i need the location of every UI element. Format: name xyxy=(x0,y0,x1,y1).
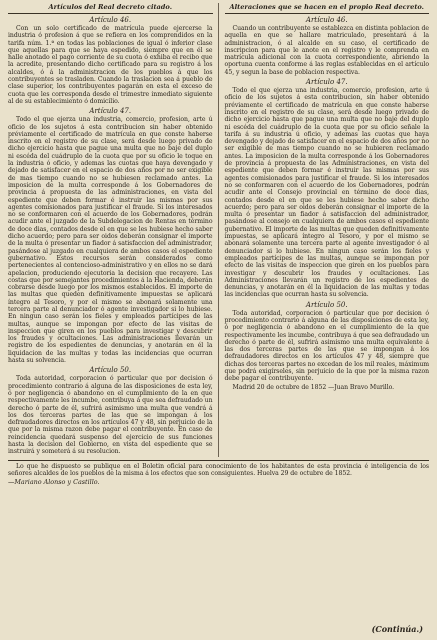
article-heading: Artículo 46. xyxy=(89,16,132,24)
article-heading: Artículo 47. xyxy=(305,78,348,87)
article-text: Todo el que ejerza una industria, comercio, profesion, arte ú oficio de los sujetos á esta contribucion sin haber obtenido préviamente el certificado de matrícula en que conste haberse inscrito en el registro de su clase, será desde luego privado de dicho ejercicio hasta que pague una multa que no baje del duplo ni escéda del cuádruplo de la cuota que por su oficio le toque en la industria ó oficio, y ademas las cuotas que haya devengado y dejado de satisfacer en el espacio de dos años por no ser exigible de mas tiempo cuando no se hubiesen reclamado antes. La imposicion de la multa corresponde á los Gobernadores de provincia á propuesta de las administraciones, en vista del espediente que deben formar é instruir las mismas por sus agentes comisionados para justificar el fraude. Si los interesados no se conformaren con el acuerdo de los Gobernadores, podrán acudir ante el juzgado de la Subdelegacion de Rentas en término de doce dias, contados desde el en que se les hubiese hecho saber dicho acuerdo; pero para ser oidos deberán consignar el importe de la multa ó presentar un fiador á satisfaccion del administrador, pasándose al juzgado en cualquiera de ambos casos el espediente gubernativo. Estos recursos serán considerados como pertenecientes al contencioso-administrativo y en ellos no se dará apelacion, produciendo ejecutoria la decision que recayere. Las costas que por semejantes procedimientos á la Hacienda, deberán cobrarse desde luego por los mismos establecidos. El importe de las multas que queden definitivamente impuestas se aplicará íntegro al Tesoro, y por el mismo se abonará solamente una tercera parte al denunciador ó agente investigador si lo hubiese. En ningun caso serán los fieles y empleados partícipes de las multas, aunque se impongan por efecto de las visitas de inspeccion que giren en los pueblos para investigar y descubrir los fraudes y ocultaciones. Las administraciones llevarán un registro de los espedientes de denuncias, y anotarán en él la liquidacion de las multas y todas las incidencias que ocurran hasta su solvencia. xyxy=(8,116,213,365)
footer-text: Lo que he dispuesto se publique en el Boletin oficial para conocimiento de los habitantes de esta provincia é inteligencia de los señores alcaldes de los pueblos de la misma á los efectos que son consiguientes. Huelva 29 de octubre de 1852. xyxy=(8,462,429,477)
article-heading: Artículo 47. xyxy=(89,107,132,116)
left-column xyxy=(8,3,219,457)
date-line: Madrid 20 de octubre de 1852 —Juan Bravo Murillo. xyxy=(232,383,395,391)
article-text: Con un solo certificado de matrícula puede ejercerse la industria ó profesion á que se refiera en los comprendidos en la tarifa núm. 1.ª en todas las poblaciones de igual ó inferior clase que aquellas para que se haya espedido, siempre que en él se halle anotado el pago corriente de su cuota ó exhiba el recibo que la acredite, presentando dicho certificado para su registro á los alcaldes, ó á la administracion de los pueblos á que los contribuyentes se trasladen. Cuando la traslacion sea á pueblo de clase superior, los contribuyentes pagarán en esta el exceso de cuota que les corresponda desde el trimestre inmediato siguiente al de su establecimiento ó domicilio. xyxy=(8,25,213,105)
article-text: Toda autoridad, corporacion ó particular que por decision ó procedimiento contrario á alguna de las disposiciones de esta ley, ó por negligencia ó abandono en el cumplimiento de la en que respectivamente les incumbe, contribuya á que sea defraudado un derecho ó parte de él, sufrirá asimismo una multa que vendrá á los dos terceras partes de las que se impongan á los defraudadores directos en los artículos 47 y 48, sin perjuicio de la que por la misma razon debe pagar el contribuyente. En caso de reincidencia quedará suspenso del ejercicio de sus funciones hasta la decision del Gobierno, en vista del espediente que se instruirá y someterá á su resolucion. xyxy=(8,375,213,456)
article-text: Todo el que ejerza una industria, comercio, profesion, arte ú oficio de los sujetos á esta contribucion, sin haber obtenido préviamente el certificado de matrícula en que conste haberse inscrito en el registro de su clase, será desde luego privado de dicho ejercicio hasta que pague una multa que no baje del duplo ni escéda del cuádruplo de la cuota que por su oficio señale la tarifa á su industria ú oficio, y ademas las cuotas que haya devengado y dejado de satisfacer en el espacio de dos años por no ser exigible de mas tiempo cuando no se hubieren reclamado antes. La imposicion de la multa corresponde á los Gobernadores de provincia á propuesta de las Administraciones, en vista del espediente que deben formar é instruir las mismas por sus agentes comisionados para justificar el fraude. Si los interesados no se conformaren con el acuerdo de los Gobernadores, podrán acudir ante el Consejo provincial en término de doce dias, contados desde el en que se les hubiese hecho saber dicho acuerdo; pero para ser oidos deberán consignar el importe de la multa ó presentar un fiador á satisfaccion del administrador, pasándose al consejo en cualquiera de ambos casos el espediente gubernativo. El importe de las multas que queden definitivamente impuestas, se aplicará íntegro al Tesoro, y por el mismo se abonará solamente una tercera parte al agente investigador ó al denunciador si lo hubiese. En ningun caso serán los fieles y empleados partícipes de las multas, aunque se impongan por efecto de las visitas de inspeccion que giren en los pueblos para investigar y descubrir los fraudes y ocultaciones. Las Administraciones llevarán un registro de los espedientes de denuncias, y anotarán en él la liquidacion de las multas y todas las incidencias que ocurran hasta su solvencia. xyxy=(224,87,429,299)
article-text: Toda autoridad, corporacion ó particular que por decision ó procedimiento contrario á alguna de las disposiciones de esta ley, ó por negligencia ó abandono en el cumplimiento de la que respectivamente les incumbe, contribuya á que sea defraudado un derecho ó parte de él, sufrirá asimismo una multa equivalente á las dos terceras partes de las que se impongan á los defraudadores directos en los artículos 47 y 48, siempre que dichas dos terceras partes no excedan de los mil reales, máximum que podrá exigírseles, sin perjuicio de la que por la misma razon debe pagar el contribuyente. xyxy=(224,309,429,383)
signature: —Mariano Alonso y Castillo. xyxy=(8,478,100,487)
article-heading: Artículo 50. xyxy=(305,300,348,309)
article-heading: Artículo 46. xyxy=(305,16,348,24)
right-column-header: Alteraciones que se hacen en el propio Real decreto. xyxy=(225,3,430,14)
right-column xyxy=(225,3,430,457)
article-heading: Artículo 50. xyxy=(89,366,132,375)
left-column-header: Artículos del Real decreto citado. xyxy=(8,3,213,14)
article-text: Cuando un contribuyente se establezca en distinta poblacion de aquella en que se hallare matriculado, presentará á la administracion, ó al alcalde en su caso, el certificado de inscripcion para que le anote en el registro y le comprenda en matrícula adicional con la cuota correspondiente, abriendo la oportuna cuenta conforme á las reglas establecidas en el artículo 45, y segun la base de poblacion respectiva. xyxy=(224,25,429,76)
continua-label: (Continúa.) xyxy=(371,624,423,634)
footer-notice xyxy=(8,460,429,487)
two-columns xyxy=(8,3,429,457)
